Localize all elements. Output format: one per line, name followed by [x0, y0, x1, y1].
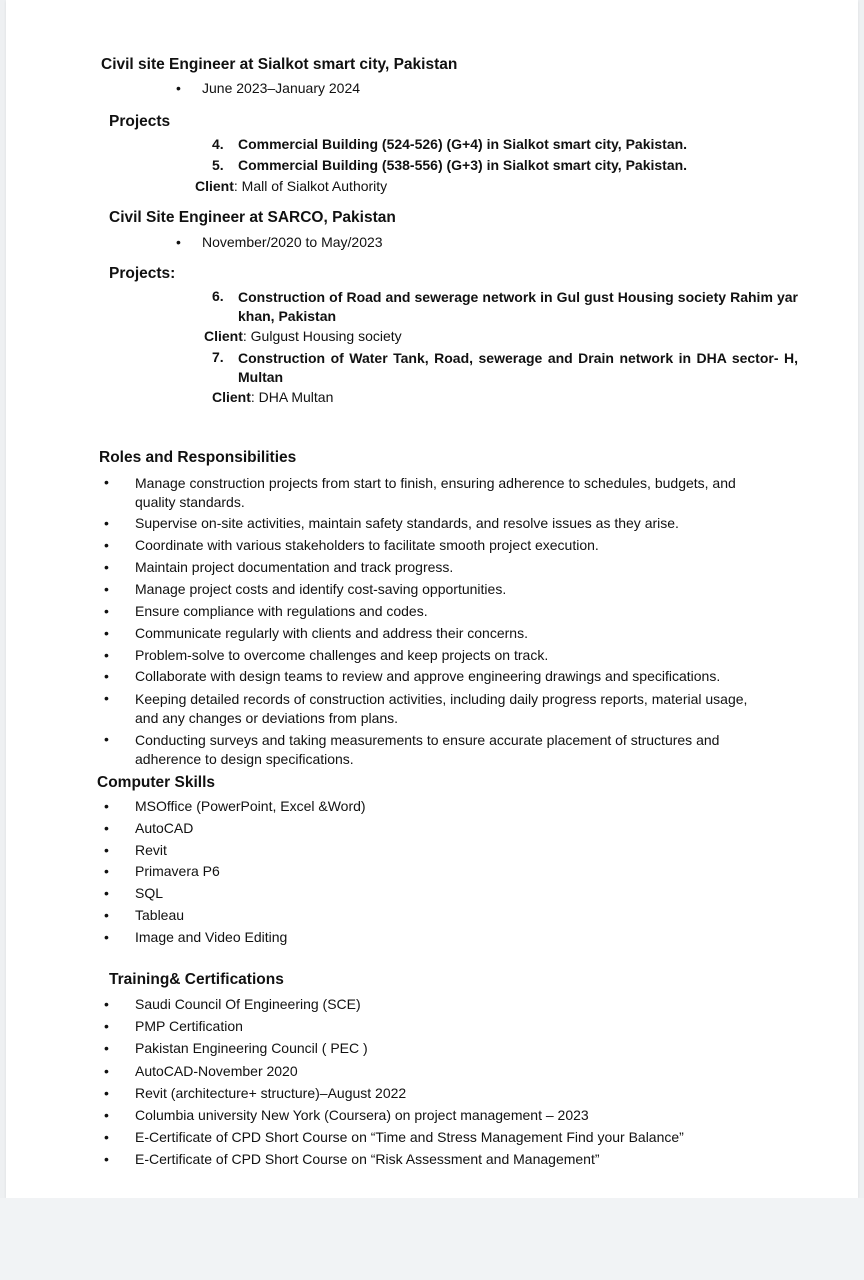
bullet: •: [104, 1085, 109, 1101]
bullet: •: [104, 798, 109, 814]
job2-period: November/2020 to May/2023: [202, 234, 383, 250]
bullet: •: [104, 820, 109, 836]
bullet: •: [104, 885, 109, 901]
project-number: 4.: [212, 136, 224, 152]
training-item: Columbia university New York (Coursera) on project management – 2023: [135, 1107, 589, 1123]
job1-projects-label: Projects: [109, 113, 171, 130]
viewer-background: [0, 1198, 864, 1280]
training-item: Revit (architecture+ structure)–August 2022: [135, 1085, 407, 1101]
bullet: •: [104, 668, 109, 684]
project-item: Construction of Road and sewerage network in Gul gust Housing society Rahim yar khan, Pakistan: [238, 289, 798, 324]
bullet: •: [176, 80, 181, 96]
role-item: Communicate regularly with clients and address their concerns.: [135, 625, 528, 641]
role-item: Ensure compliance with regulations and codes.: [135, 603, 428, 619]
bullet: •: [104, 647, 109, 663]
project-item: Construction of Water Tank, Road, sewerage and Drain network in DHA sector- H, Multan: [238, 350, 798, 385]
document-page: [6, 0, 858, 1198]
training-item: PMP Certification: [135, 1018, 243, 1034]
training-item: AutoCAD-November 2020: [135, 1063, 298, 1079]
skill-item: Tableau: [135, 907, 185, 923]
bullet: •: [104, 863, 109, 879]
bullet: •: [104, 1063, 109, 1079]
role-item: Maintain project documentation and track progress.: [135, 559, 454, 575]
bullet: •: [104, 907, 109, 923]
training-item: E-Certificate of CPD Short Course on “Risk Assessment and Management”: [135, 1151, 600, 1167]
bullet: •: [104, 515, 109, 531]
bullet: •: [104, 625, 109, 641]
skills-title: Computer Skills: [97, 774, 215, 791]
training-item: Saudi Council Of Engineering (SCE): [135, 996, 361, 1012]
role-item: Manage construction projects from start to finish, ensuring adherence to schedules, budgets, and quality standards.: [135, 475, 736, 510]
skill-item: SQL: [135, 885, 164, 901]
role-item: Coordinate with various stakeholders to facilitate smooth project execution.: [135, 537, 599, 553]
job1-title: Civil site Engineer at Sialkot smart city, Pakistan: [101, 56, 458, 73]
bullet: •: [104, 929, 109, 945]
skill-item: AutoCAD: [135, 820, 194, 836]
client-value: : DHA Multan: [250, 389, 334, 405]
bullet: •: [104, 690, 109, 706]
job1-period: June 2023–January 2024: [202, 80, 361, 96]
bullet: •: [176, 234, 181, 250]
training-title: Training& Certifications: [109, 971, 284, 988]
bullet: •: [104, 603, 109, 619]
job1-client: [195, 178, 387, 194]
bullet: •: [104, 1040, 109, 1056]
client-label: Client: [212, 389, 251, 405]
bullet: •: [104, 559, 109, 575]
bullet: •: [104, 1129, 109, 1145]
job2-projects-label: Projects:: [109, 265, 176, 282]
role-item: Problem-solve to overcome challenges and keep projects on track.: [135, 647, 549, 663]
project-item: Commercial Building (538-556) (G+3) in Sialkot smart city, Pakistan.: [238, 157, 688, 173]
role-item: Keeping detailed records of construction activities, including daily progress reports, material usage, and any changes or deviations from plans.: [135, 691, 748, 726]
role-item: Supervise on-site activities, maintain safety standards, and resolve issues as they arise.: [135, 515, 679, 531]
bullet: •: [104, 1107, 109, 1123]
project-number: 5.: [212, 157, 224, 173]
job2-title: Civil Site Engineer at SARCO, Pakistan: [109, 209, 396, 226]
client-value: : Gulgust Housing society: [242, 328, 402, 344]
bullet: •: [104, 474, 109, 490]
skill-item: Primavera P6: [135, 863, 220, 879]
client-value: : Mall of Sialkot Authority: [233, 178, 388, 194]
training-item: E-Certificate of CPD Short Course on “Time and Stress Management Find your Balance”: [135, 1129, 684, 1145]
bullet: •: [104, 731, 109, 747]
bullet: •: [104, 581, 109, 597]
role-item: Manage project costs and identify cost-saving opportunities.: [135, 581, 507, 597]
skill-item: Revit: [135, 842, 167, 858]
project-client: [204, 328, 402, 344]
role-item: Collaborate with design teams to review and approve engineering drawings and specifications.: [135, 668, 721, 684]
client-label: Client: [195, 178, 234, 194]
skill-item: Image and Video Editing: [135, 929, 288, 945]
skill-item: MSOffice (PowerPoint, Excel &Word): [135, 798, 366, 814]
roles-title: Roles and Responsibilities: [99, 449, 297, 466]
role-item: Conducting surveys and taking measurements to ensure accurate placement of structures and adherence to design specifications.: [135, 732, 720, 767]
training-item: Pakistan Engineering Council ( PEC ): [135, 1040, 368, 1056]
bullet: •: [104, 842, 109, 858]
bullet: •: [104, 537, 109, 553]
project-item: Commercial Building (524-526) (G+4) in Sialkot smart city, Pakistan.: [238, 136, 688, 152]
client-label: Client: [204, 328, 243, 344]
project-client: [212, 389, 333, 405]
bullet: •: [104, 1018, 109, 1034]
project-number: 6.: [212, 288, 224, 304]
bullet: •: [104, 1151, 109, 1167]
project-number: 7.: [212, 349, 224, 365]
bullet: •: [104, 996, 109, 1012]
